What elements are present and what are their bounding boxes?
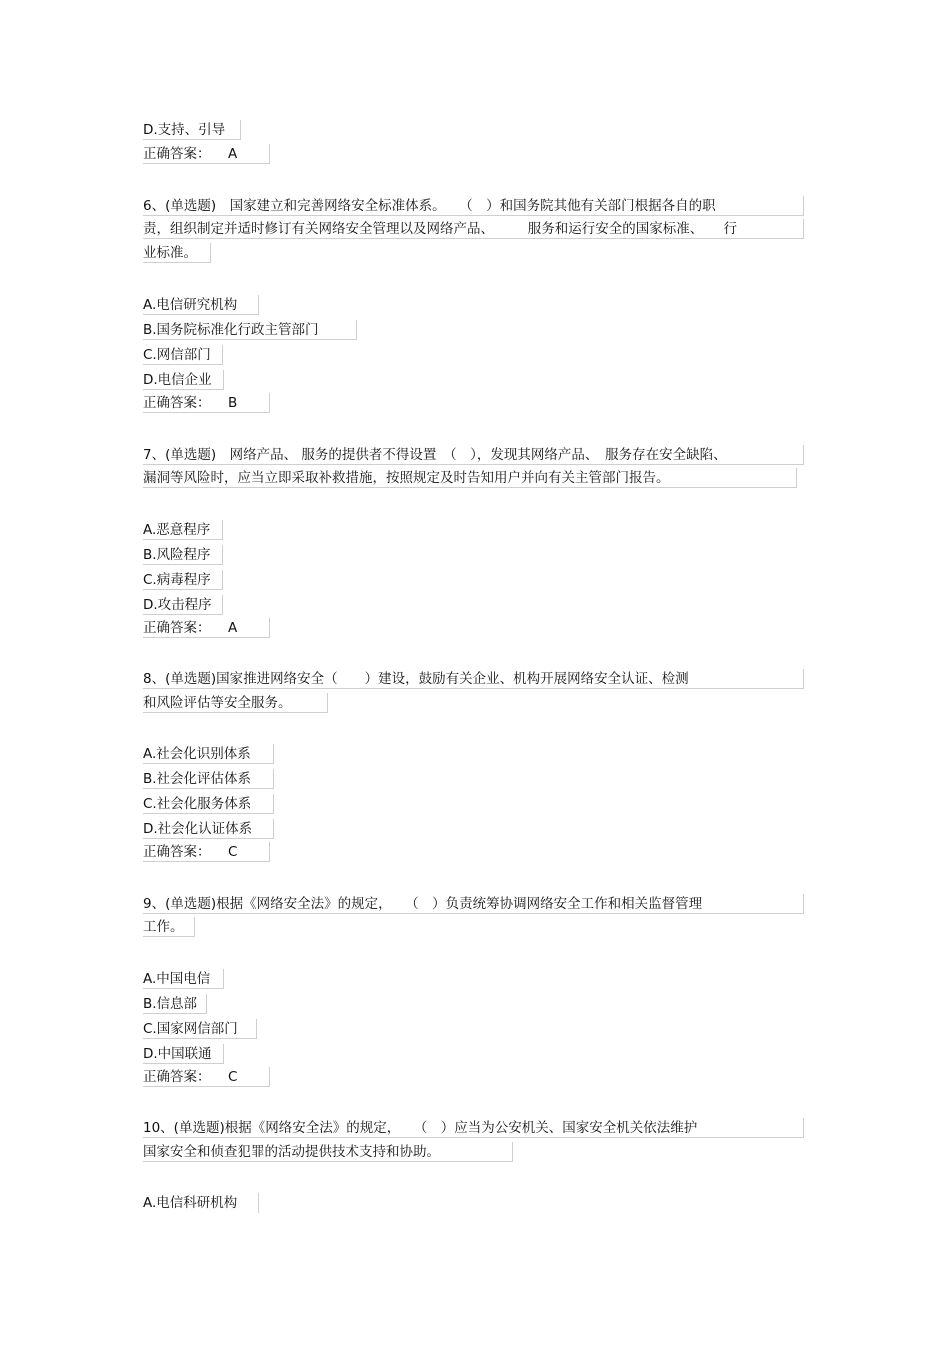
question-6-option-a: A.电信研究机构: [143, 295, 259, 315]
question-8-option-d: D.社会化认证体系: [143, 819, 274, 839]
question-8-option-c: C.社会化服务体系: [143, 794, 274, 814]
question-8-option-b: B.社会化评估体系: [143, 769, 274, 789]
question-6-option-c: C.网信部门: [143, 345, 223, 365]
question-10-stem-line-2: 国家安全和侦查犯罪的活动提供技术支持和协助。: [143, 1142, 513, 1162]
question-6-option-d: D.电信企业: [143, 370, 224, 390]
answer-label: 正确答案：: [143, 1069, 211, 1085]
answer-value: B: [228, 395, 238, 411]
question-8-option-a: A.社会化识别体系: [143, 744, 274, 764]
answer-line: [143, 144, 270, 164]
answer-value: C: [228, 844, 238, 860]
question-6-option-b: B.国务院标准化行政主管部门: [143, 320, 357, 340]
question-8-stem-line-2: 和风险评估等安全服务。: [143, 693, 328, 713]
answer-value: C: [228, 1069, 238, 1085]
question-7-stem-line-2: 漏洞等风险时，应当立即采取补救措施，按照规定及时告知用户并向有关主管部门报告。: [143, 468, 797, 488]
answer-label: 正确答案：: [143, 844, 211, 860]
question-9-option-a: A.中国电信: [143, 969, 224, 989]
question-7-option-c: C.病毒程序: [143, 570, 223, 590]
question-7-stem-line-1: 7、(单选题) 网络产品、 服务的提供者不得设置 （ ），发现其网络产品、 服务存在安全缺陷、: [143, 445, 804, 465]
question-9-stem-line-1: 9、(单选题)根据《网络安全法》的规定， （ ）负责统筹协调网络安全工作和相关监督管理: [143, 894, 804, 914]
question-6-answer-line: [143, 393, 270, 413]
option-d: D.支持、引导: [143, 120, 241, 140]
question-10-stem-line-1: 10、(单选题)根据《网络安全法》的规定， （ ）应当为公安机关、国家安全机关依法维护: [143, 1118, 804, 1138]
question-9-option-c: C.国家网信部门: [143, 1019, 257, 1039]
answer-value: A: [228, 620, 238, 636]
question-10-option-a: A.电信科研机构: [143, 1193, 259, 1213]
question-9-answer-line: [143, 1067, 270, 1087]
question-7-answer-line: [143, 618, 270, 638]
answer-value: A: [228, 146, 238, 162]
question-9-option-b: B.信息部: [143, 994, 207, 1014]
question-9-option-d: D.中国联通: [143, 1044, 224, 1064]
question-6-stem-line-3: 业标准。: [143, 243, 211, 263]
answer-label: 正确答案：: [143, 146, 211, 162]
question-7-option-d: D.攻击程序: [143, 595, 223, 615]
question-8-answer-line: [143, 842, 270, 862]
question-6-stem-line-1: 6、(单选题) 国家建立和完善网络安全标准体系。 （ ）和国务院其他有关部门根据各自的职: [143, 196, 804, 216]
answer-label: 正确答案：: [143, 395, 211, 411]
question-7-option-b: B.风险程序: [143, 545, 223, 565]
question-7-option-a: A.恶意程序: [143, 520, 223, 540]
answer-label: 正确答案：: [143, 620, 211, 636]
question-9-stem-line-2: 工作。: [143, 917, 195, 937]
question-8-stem-line-1: 8、(单选题)国家推进网络安全（ ）建设，鼓励有关企业、机构开展网络安全认证、检测: [143, 669, 804, 689]
question-6-stem-line-2: 责，组织制定并适时修订有关网络安全管理以及网络产品、 服务和运行安全的国家标准、 行: [143, 219, 804, 239]
